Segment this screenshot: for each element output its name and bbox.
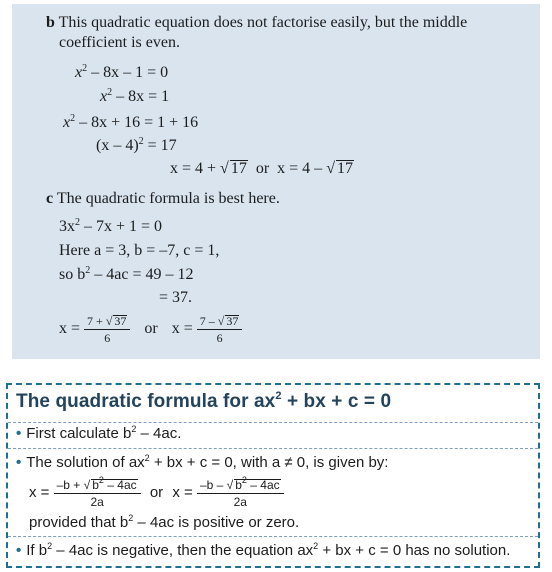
part-b-intro-cont: coefficient is even.	[59, 34, 180, 51]
part-c-discriminant-result: = 37.	[159, 289, 193, 306]
part-b-intro: b This quadratic equation does not factorise easily, but the middle	[46, 14, 468, 31]
step-1: $x^2 - 8x - 1 = 0$	[75, 63, 169, 81]
step-5: x = 4 + √ 17 or x = 4 – √ 17	[170, 160, 353, 177]
part-c-equation: $3x^2 - 7x + 1 = 0$	[59, 217, 163, 235]
formula-fraction-plus: $\frac{-b + √ b^2 - 4ac}{2a}$	[54, 478, 141, 509]
divider	[8, 448, 538, 449]
part-b-label: b	[46, 14, 55, 31]
key-points-box	[6, 383, 540, 568]
worked-example-panel	[12, 4, 540, 359]
part-c-label: c	[46, 190, 54, 207]
part-c-solution: x = $\frac{7 + √ 37}{6}$ or x = $\frac{7 - √ 37}{6}$	[59, 312, 242, 346]
bullet-first-calculate: • First calculate $b^2 - 4ac$.	[16, 424, 182, 442]
part-c-intro: c The quadratic formula is best here.	[46, 190, 280, 207]
key-points-title: The quadratic formula for $ax^2$ + bx + c = 0	[16, 390, 392, 412]
bullet-solution: • The solution of $ax^2$ + bx + c = 0, with a ≠ 0, is given by:	[16, 453, 389, 471]
divider	[8, 536, 538, 537]
step-4: (x – 4)$^2$ = 17	[96, 136, 177, 154]
step-3: $x^2 - 8x + 16 = 1 + 16$	[63, 113, 199, 131]
solution-fraction-minus: $\frac{7 - √ 37}{6}$	[197, 314, 243, 345]
part-c-discriminant: so $b^2 - 4ac = 49 - 12$	[59, 265, 194, 283]
bullet-no-solution: • If $b^2 - 4ac$ is negative, then the equation $ax^2$ + bx + c = 0 has no solution.	[16, 541, 511, 559]
solution-fraction-plus: $\frac{7 + √ 37}{6}$	[84, 314, 130, 345]
step-2: $x^2 - 8x = 1$	[100, 87, 170, 105]
provided-condition: provided that $b^2 - 4ac$ is positive or zero.	[29, 513, 300, 531]
quadratic-formula: x = $\frac{-b + √ b^2 - 4ac}{2a}$ or x = $\frac{-b - √ b^2 - 4ac}{2a}$	[29, 476, 284, 510]
formula-fraction-minus: $\frac{-b - √ b^2 - 4ac}{2a}$	[197, 478, 284, 509]
part-c-coefficients: Here a = 3, b = –7, c = 1,	[59, 242, 220, 259]
divider	[8, 422, 538, 423]
